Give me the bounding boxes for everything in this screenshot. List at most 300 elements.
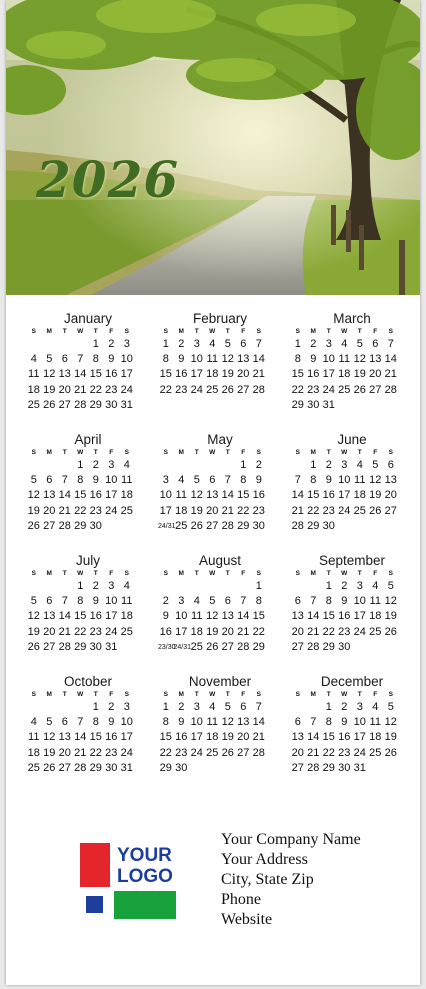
day-cell: 18: [369, 731, 382, 744]
day-cell: 23/30: [158, 643, 176, 651]
day-cell: 1: [77, 459, 84, 471]
month-name: February: [192, 311, 248, 326]
day-cell: 3: [356, 580, 363, 592]
week-row: [26, 473, 150, 488]
week-row: [290, 609, 414, 624]
weekday-label: S: [256, 328, 261, 335]
weekday-label: T: [326, 449, 331, 456]
week-row: [290, 746, 414, 761]
day-cell: 18: [27, 383, 40, 396]
month-july: [26, 552, 150, 655]
weekday-label: S: [388, 328, 393, 335]
day-cell: 23: [338, 746, 351, 759]
day-cell: [104, 519, 120, 534]
day-cell: 24: [322, 383, 335, 396]
day-cell: 16: [89, 610, 102, 623]
day-cell: 19: [369, 489, 382, 502]
day-cell: 25: [175, 519, 188, 532]
day-cell: 11: [28, 731, 40, 744]
day-cell: 2: [178, 338, 185, 350]
day-cell: 2: [108, 701, 115, 713]
day-cell: 13: [58, 368, 71, 381]
week-row: [158, 473, 282, 488]
day-cell: 24: [120, 383, 133, 396]
day-cell: 9: [92, 474, 99, 487]
month-name: June: [337, 432, 367, 447]
day-cell: 4: [30, 716, 37, 729]
day-cell: [306, 579, 322, 594]
day-cell: 8: [310, 474, 317, 487]
week-row: [158, 594, 282, 609]
day-cell: 20: [43, 504, 56, 517]
day-cell: 25: [206, 383, 219, 396]
day-cell: [220, 579, 236, 594]
day-cell: 5: [209, 595, 216, 608]
day-cell: 5: [224, 338, 231, 350]
day-cell: 24: [353, 746, 366, 759]
day-cell: [383, 761, 399, 776]
week-row: [290, 504, 414, 519]
day-cell: 2: [162, 595, 169, 608]
day-cell: 10: [120, 716, 133, 729]
day-cell: 4: [372, 580, 379, 592]
day-cell: 25: [353, 504, 366, 517]
day-cell: 28: [74, 398, 87, 411]
logo-line-1: YOUR: [117, 845, 172, 866]
weekday-label: S: [124, 328, 129, 335]
day-cell: 22: [307, 504, 320, 517]
day-cell: 28: [237, 640, 250, 653]
day-cell: [290, 579, 306, 594]
day-cell: 28: [384, 383, 397, 396]
day-cell: 3: [193, 338, 200, 350]
weekday-label: M: [46, 570, 52, 577]
day-cell: 2: [178, 701, 185, 713]
day-cell: 18: [120, 489, 133, 502]
day-cell: 25: [120, 625, 133, 638]
day-cell: 12: [43, 368, 56, 381]
company-city: City, State Zip: [221, 871, 314, 888]
week-row: [26, 352, 150, 367]
day-cell: 3: [193, 701, 200, 713]
day-cell: [383, 398, 399, 413]
day-cell: 22: [74, 504, 87, 517]
day-cell: 1: [310, 459, 317, 471]
day-cell: 24/31: [158, 522, 176, 530]
month-name: May: [207, 432, 233, 447]
week-row: [290, 640, 414, 655]
day-cell: 13: [43, 489, 56, 502]
day-cell: 28: [221, 519, 234, 532]
week-row: [26, 730, 150, 745]
day-cell: 21: [58, 504, 71, 517]
day-cell: [174, 458, 190, 473]
day-cell: 13: [237, 716, 250, 729]
week-row: [290, 715, 414, 730]
day-cell: 12: [384, 716, 397, 729]
day-cell: 4: [123, 459, 130, 471]
week-row: [158, 367, 282, 382]
day-cell: 2: [325, 459, 332, 471]
week-row: [290, 730, 414, 745]
month-march: [290, 310, 414, 413]
day-cell: 26: [43, 398, 56, 411]
day-cell: 16: [338, 610, 351, 623]
day-cell: 28: [74, 761, 87, 774]
week-row: [290, 352, 414, 367]
week-row: [290, 383, 414, 398]
day-cell: 30: [175, 761, 188, 774]
day-cell: 12: [369, 474, 382, 487]
day-cell: 24/31: [173, 643, 192, 651]
weekday-label: W: [341, 449, 348, 456]
weekday-label: T: [357, 691, 362, 698]
day-cell: 5: [30, 474, 37, 487]
day-cell: 13: [369, 353, 382, 366]
weekday-header: [26, 327, 150, 337]
day-cell: 28: [252, 383, 265, 396]
day-cell: 22: [252, 625, 265, 638]
weekday-label: S: [124, 570, 129, 577]
company-phone: Phone: [221, 891, 261, 908]
day-cell: 18: [120, 610, 133, 623]
day-cell: 10: [322, 353, 335, 366]
day-cell: 9: [255, 474, 262, 487]
day-cell: 2: [92, 580, 99, 592]
weekday-label: M: [46, 449, 52, 456]
weekday-label: S: [124, 449, 129, 456]
day-cell: 26: [206, 640, 219, 653]
weekday-label: W: [341, 691, 348, 698]
day-cell: 19: [190, 504, 203, 517]
week-row: [26, 337, 150, 352]
day-cell: 2: [92, 459, 99, 471]
day-cell: 21: [252, 731, 265, 744]
day-cell: 24: [105, 625, 118, 638]
month-name: October: [63, 674, 113, 689]
day-cell: 14: [74, 368, 87, 381]
day-cell: 31: [322, 398, 335, 411]
day-cell: [306, 700, 322, 715]
day-cell: 28: [307, 640, 320, 653]
day-cell: [42, 337, 58, 352]
day-cell: [174, 579, 190, 594]
weekday-label: T: [93, 328, 98, 335]
day-cell: 22: [322, 625, 335, 638]
day-cell: 26: [43, 761, 56, 774]
day-cell: 6: [61, 353, 68, 366]
day-cell: 5: [193, 474, 200, 487]
weekday-label: F: [109, 691, 114, 698]
day-cell: [42, 458, 58, 473]
day-cell: 22: [291, 383, 304, 396]
day-cell: 2: [108, 338, 115, 350]
day-cell: 14: [291, 489, 304, 502]
header-photo: [6, 0, 420, 295]
day-cell: [205, 579, 221, 594]
weekday-label: M: [310, 691, 316, 698]
day-cell: 23: [89, 625, 102, 638]
weekday-label: F: [241, 691, 246, 698]
day-cell: 16: [252, 489, 265, 502]
day-cell: 5: [46, 716, 53, 729]
day-cell: [368, 398, 384, 413]
week-row: [26, 367, 150, 382]
day-cell: 11: [175, 489, 187, 502]
calendar-card: [6, 0, 420, 985]
day-cell: 28: [58, 640, 71, 653]
weekday-label: M: [178, 570, 184, 577]
logo-text: [117, 845, 173, 887]
weekday-label: F: [241, 570, 246, 577]
day-cell: 7: [294, 474, 301, 487]
day-cell: 18: [338, 368, 351, 381]
day-cell: 3: [123, 701, 130, 713]
day-cell: 15: [74, 489, 87, 502]
day-cell: 30: [105, 761, 118, 774]
day-cell: 29: [74, 519, 87, 532]
day-cell: 29: [307, 519, 320, 532]
day-cell: 14: [58, 489, 71, 502]
day-cell: 13: [237, 353, 250, 366]
day-cell: 19: [384, 610, 397, 623]
day-cell: 12: [27, 610, 40, 623]
weekday-label: F: [241, 449, 246, 456]
week-row: [158, 383, 282, 398]
month-name: August: [198, 553, 242, 568]
weekday-label: M: [310, 570, 316, 577]
day-cell: 27: [43, 519, 56, 532]
day-cell: 26: [221, 383, 234, 396]
month-june: [290, 431, 414, 534]
day-cell: 10: [190, 353, 203, 366]
day-cell: [220, 761, 236, 776]
day-cell: 18: [190, 625, 203, 638]
weekday-header: [158, 690, 282, 700]
day-cell: 25: [27, 761, 40, 774]
week-row: [158, 458, 282, 473]
day-cell: 12: [190, 489, 203, 502]
day-cell: [57, 700, 73, 715]
company-website: Website: [221, 911, 273, 928]
day-cell: 15: [159, 731, 172, 744]
day-cell: 4: [209, 701, 216, 713]
day-cell: 22: [89, 746, 102, 759]
month-september: [290, 552, 414, 655]
day-cell: 23: [252, 504, 265, 517]
weekday-label: W: [341, 570, 348, 577]
day-cell: 23: [175, 746, 188, 759]
day-cell: 18: [27, 746, 40, 759]
weekday-label: S: [163, 449, 168, 456]
day-cell: 4: [341, 338, 348, 350]
day-cell: 12: [27, 489, 40, 502]
day-cell: 16: [338, 731, 351, 744]
day-cell: 12: [43, 731, 56, 744]
day-cell: 22: [322, 746, 335, 759]
company-info: [221, 830, 361, 930]
day-cell: 2: [341, 580, 348, 592]
day-cell: 21: [291, 504, 304, 517]
day-cell: 16: [322, 489, 335, 502]
day-cell: 30: [105, 398, 118, 411]
weekday-label: F: [241, 328, 246, 335]
day-cell: 10: [353, 716, 366, 729]
day-cell: 6: [46, 474, 53, 487]
day-cell: 20: [291, 746, 304, 759]
day-cell: 29: [159, 761, 172, 774]
day-cell: 5: [30, 595, 37, 608]
day-cell: 11: [28, 368, 40, 381]
weekday-label: S: [31, 449, 36, 456]
day-cell: [57, 458, 73, 473]
day-cell: [26, 579, 42, 594]
day-cell: 13: [58, 731, 71, 744]
weekday-label: S: [295, 449, 300, 456]
weekday-label: F: [109, 449, 114, 456]
week-row: [158, 337, 282, 352]
day-cell: 29: [322, 640, 335, 653]
day-cell: 16: [89, 489, 102, 502]
day-cell: 1: [77, 580, 84, 592]
weekday-label: S: [388, 691, 393, 698]
day-cell: 29: [89, 398, 102, 411]
day-cell: 1: [255, 580, 262, 592]
day-cell: [189, 761, 205, 776]
day-cell: 23: [175, 383, 188, 396]
day-cell: 16: [307, 368, 320, 381]
day-cell: 10: [175, 610, 188, 623]
day-cell: [158, 458, 174, 473]
day-cell: 19: [206, 625, 219, 638]
weekday-label: F: [109, 328, 114, 335]
weekday-header: [290, 448, 414, 458]
day-cell: 18: [206, 731, 219, 744]
weekday-label: S: [163, 328, 168, 335]
week-row: [26, 761, 150, 776]
week-row: [290, 625, 414, 640]
day-cell: 24: [190, 746, 203, 759]
day-cell: 11: [354, 474, 366, 487]
day-cell: [57, 579, 73, 594]
day-cell: 18: [175, 504, 188, 517]
day-cell: 10: [338, 474, 351, 487]
day-cell: 3: [356, 701, 363, 713]
day-cell: 13: [43, 610, 56, 623]
month-december: [290, 673, 414, 776]
day-cell: [368, 761, 384, 776]
day-cell: 1: [325, 701, 332, 713]
week-row: [290, 594, 414, 609]
day-cell: 5: [387, 580, 394, 592]
day-cell: 24: [338, 504, 351, 517]
day-cell: [205, 458, 221, 473]
month-name: December: [320, 674, 384, 689]
week-row: [26, 458, 150, 473]
day-cell: 9: [92, 595, 99, 608]
weekday-label: T: [225, 449, 230, 456]
day-cell: 8: [240, 474, 247, 487]
day-cell: 30: [322, 519, 335, 532]
weekday-label: T: [225, 691, 230, 698]
week-row: [290, 761, 414, 776]
day-cell: 19: [353, 368, 366, 381]
day-cell: 4: [123, 580, 130, 592]
day-cell: 29: [252, 640, 265, 653]
day-cell: 9: [178, 716, 185, 729]
day-cell: 19: [43, 383, 56, 396]
day-cell: 25: [27, 398, 40, 411]
day-cell: 1: [325, 580, 332, 592]
day-cell: 31: [105, 640, 118, 653]
day-cell: 27: [291, 640, 304, 653]
weekday-label: M: [178, 328, 184, 335]
day-cell: [352, 640, 368, 655]
day-cell: [119, 640, 135, 655]
weekday-label: T: [62, 691, 67, 698]
day-cell: 8: [77, 474, 84, 487]
week-row: [290, 579, 414, 594]
day-cell: 3: [108, 459, 115, 471]
day-cell: 29: [322, 761, 335, 774]
day-cell: 3: [178, 595, 185, 608]
day-cell: 6: [240, 338, 247, 350]
day-cell: 22: [89, 383, 102, 396]
day-cell: 25: [369, 746, 382, 759]
logo-green-block: [114, 891, 176, 919]
day-cell: 18: [206, 368, 219, 381]
day-cell: 28: [58, 519, 71, 532]
day-cell: 6: [372, 338, 379, 350]
weekday-label: M: [178, 449, 184, 456]
day-cell: 11: [206, 716, 218, 729]
month-name: January: [63, 311, 113, 326]
weekday-label: W: [209, 449, 216, 456]
day-cell: 15: [159, 368, 172, 381]
day-cell: 8: [92, 716, 99, 729]
day-cell: 27: [369, 383, 382, 396]
day-cell: 26: [27, 640, 40, 653]
day-cell: 27: [384, 504, 397, 517]
day-cell: 5: [356, 338, 363, 350]
day-cell: 25: [190, 640, 203, 653]
day-cell: [26, 458, 42, 473]
day-cell: 25: [120, 504, 133, 517]
day-cell: 6: [209, 474, 216, 487]
day-cell: 21: [237, 625, 250, 638]
week-row: [290, 367, 414, 382]
day-cell: 11: [121, 474, 133, 487]
day-cell: [337, 519, 353, 534]
day-cell: 22: [237, 504, 250, 517]
day-cell: 2: [341, 701, 348, 713]
day-cell: 12: [221, 716, 234, 729]
day-cell: 11: [191, 610, 203, 623]
day-cell: 1: [162, 338, 169, 350]
day-cell: 12: [221, 353, 234, 366]
day-cell: 19: [43, 746, 56, 759]
day-cell: 8: [92, 353, 99, 366]
weekday-label: M: [46, 691, 52, 698]
weekday-label: S: [31, 328, 36, 335]
day-cell: 13: [206, 489, 219, 502]
day-cell: 7: [61, 474, 68, 487]
day-cell: 7: [240, 595, 247, 608]
month-name: March: [333, 311, 371, 326]
day-cell: 23: [105, 383, 118, 396]
week-row: [26, 594, 150, 609]
day-cell: [26, 700, 42, 715]
